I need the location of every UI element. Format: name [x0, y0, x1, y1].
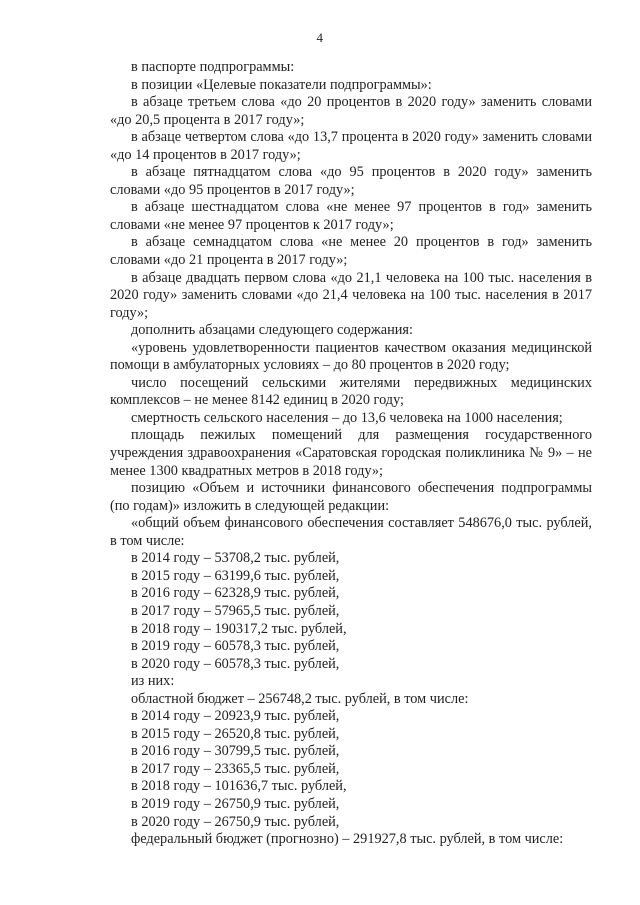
paragraph: «общий объем финансового обеспечения составляет 548676,0 тыс. рублей, в том числе:: [110, 515, 592, 549]
regional-funding-by-year-list: [110, 708, 592, 831]
paragraph: в абзаце двадцать первом слова «до 21,1 человека на 100 тыс. населения в 2020 году» заменить словами «до 21,4 человека на 100 тыс. населения в 2017 году»;: [110, 269, 592, 321]
list-item: в 2018 году – 190317,2 тыс. рублей,: [131, 620, 347, 637]
paragraph: в абзаце семнадцатом слова «не менее 20 процентов в год» заменить словами «до 21 процента в 2017 году»;: [110, 234, 592, 269]
list-item: в 2016 году – 62328,9 тыс. рублей,: [131, 585, 340, 602]
paragraph: в позиции «Целевые показатели подпрограммы»:: [131, 76, 432, 93]
paragraph: в абзаце пятнадцатом слова «до 95 процентов в 2020 году» заменить словами «до 95 процентов в 2017 году»;: [110, 164, 592, 198]
list-item: в 2019 году – 26750,9 тыс. рублей,: [131, 795, 340, 812]
page-number: 4: [316, 30, 324, 45]
list-item: в 2020 году – 26750,9 тыс. рублей,: [131, 813, 340, 830]
paragraph: смертность сельского населения – до 13,6 человека на 1000 населения;: [131, 409, 563, 426]
list-item: в 2016 году – 30799,5 тыс. рублей,: [131, 743, 340, 760]
list-item: в 2014 году – 20923,9 тыс. рублей,: [131, 708, 340, 725]
list-item: в 2020 году – 60578,3 тыс. рублей,: [131, 655, 340, 672]
regional-budget-heading: областной бюджет – 256748,2 тыс. рублей, в том числе:: [131, 690, 469, 707]
paragraph: число посещений сельскими жителями передвижных медицинских комплексов – не менее 8142 единиц в 2020 году;: [110, 374, 592, 409]
paragraph: в паспорте подпрограммы:: [131, 59, 295, 75]
list-item: в 2015 году – 63199,6 тыс. рублей,: [131, 567, 340, 584]
document-body: [110, 59, 592, 849]
paragraph: в абзаце шестнадцатом слова «не менее 97 процентов в год» заменить словами «не менее 97 процентов к 2017 году»;: [110, 199, 592, 233]
paragraph: «уровень удовлетворенности пациентов качеством оказания медицинской помощи в амбулаторных условиях – до 80 процентов в 2020 году;: [110, 339, 592, 374]
paragraph: площадь пежилых помещений для размещения государственного учреждения здравоохранения «Саратовская городская поликлиника № 9» – не менее 1300 квадратных метров в 2018 году»;: [110, 427, 592, 479]
list-item: в 2015 году – 26520,8 тыс. рублей,: [131, 725, 340, 742]
of-them-label: из них:: [131, 673, 175, 690]
list-item: в 2019 году – 60578,3 тыс. рублей,: [131, 638, 340, 655]
paragraph: в абзаце третьем слова «до 20 процентов в 2020 году» заменить словами «до 20,5 процента в 2017 году»;: [110, 94, 592, 128]
paragraph: дополнить абзацами следующего содержания:: [131, 322, 413, 339]
paragraph: в абзаце четвертом слова «до 13,7 процента в 2020 году» заменить словами «до 14 процентов в 2017 году»;: [110, 129, 592, 163]
list-item: в 2014 году – 53708,2 тыс. рублей,: [131, 550, 340, 567]
paragraph: позицию «Объем и источники финансового обеспечения подпрограммы (по годам)» изложить в следующей редакции:: [110, 480, 592, 514]
federal-budget-heading: федеральный бюджет (прогнозно) – 291927,8 тыс. рублей, в том числе:: [131, 831, 564, 848]
list-item: в 2017 году – 57965,5 тыс. рублей,: [131, 602, 340, 619]
list-item: в 2018 году – 101636,7 тыс. рублей,: [131, 778, 347, 795]
list-item: в 2017 году – 23365,5 тыс. рублей,: [131, 760, 340, 777]
total-funding-by-year-list: [110, 550, 592, 673]
